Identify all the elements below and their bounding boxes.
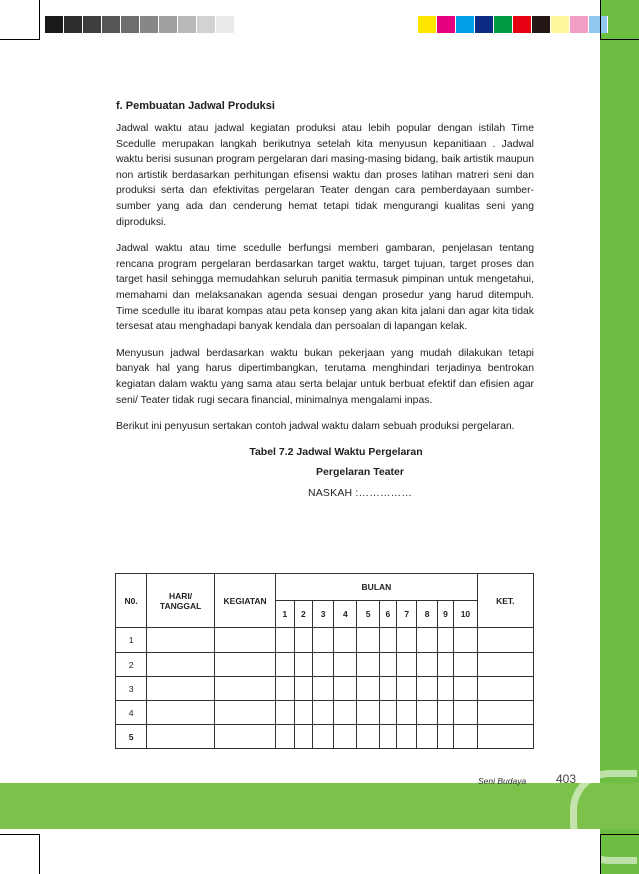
table-row <box>116 677 534 701</box>
paragraph: Berikut ini penyusun sertakan contoh jadwal waktu dalam sebuah produksi pergelaran. <box>116 421 515 433</box>
table-caption: Tabel 7.2 Jadwal Waktu Pergelaran <box>249 445 423 458</box>
header-kegiatan: KEGIATAN <box>215 574 276 628</box>
table-cell <box>313 653 334 677</box>
color-swatch <box>437 16 456 33</box>
table-cell <box>397 653 417 677</box>
table-cell <box>334 628 357 653</box>
month-header: 1 <box>276 601 294 628</box>
color-swatch <box>513 16 532 33</box>
crop-mark <box>39 834 40 874</box>
gray-swatch <box>159 16 178 33</box>
table-cell <box>417 653 437 677</box>
table-cell <box>294 725 312 749</box>
table-cell <box>147 701 215 725</box>
table-cell <box>397 628 417 653</box>
table-cell <box>437 677 453 701</box>
paragraph: Jadwal waktu atau jadwal kegiatan produksi atau lebih popular dengan istilah Time Scedulle merupakan langkah berikutnya setelah kita menyusun kepanitiaan . Jadwal waktu berisi susunan program pergelaran dari masing-masing bidang, baik artistik maupun non artistik berdasarkan perhitungan efisensi waktu dan proses latihan matreri seni dan produksi serta dan efektivitas pergelaran Teater dengan cara pemberdayaan sumber-sumber yang ada dan cenderung hemat tetapi tidak mengurangi kualitas seni yang diproduksi. <box>116 123 534 228</box>
gray-color-bar <box>45 16 235 33</box>
gray-swatch <box>45 16 64 33</box>
cmyk-color-bar <box>418 16 608 33</box>
table-cell <box>334 653 357 677</box>
table-row <box>116 628 534 653</box>
green-footer-band <box>0 783 639 829</box>
crop-mark <box>0 39 40 40</box>
header-hari-tanggal: HARI/ TANGGAL <box>147 574 215 628</box>
table-cell <box>454 725 477 749</box>
table-cell <box>397 677 417 701</box>
table-cell <box>294 701 312 725</box>
table-cell <box>437 628 453 653</box>
crop-mark <box>600 834 601 874</box>
month-header: 7 <box>397 601 417 628</box>
page-number: 403 <box>556 772 577 786</box>
color-swatch <box>532 16 551 33</box>
table-cell <box>477 653 533 677</box>
table-cell <box>397 701 417 725</box>
table-cell <box>357 653 379 677</box>
gray-swatch <box>140 16 159 33</box>
crop-mark <box>0 834 40 835</box>
table-cell <box>313 725 334 749</box>
row-number: 2 <box>116 653 147 677</box>
row-number: 3 <box>116 677 147 701</box>
table-cell <box>215 677 276 701</box>
crop-mark <box>39 0 40 40</box>
gray-swatch <box>216 16 235 33</box>
green-edge-strip <box>600 0 639 874</box>
month-header: 8 <box>417 601 437 628</box>
table-row <box>116 701 534 725</box>
table-cell <box>357 628 379 653</box>
month-header: 4 <box>334 601 357 628</box>
table-cell <box>437 725 453 749</box>
color-swatch <box>570 16 589 33</box>
row-number: 1 <box>116 628 147 653</box>
table-cell <box>313 628 334 653</box>
table-cell <box>477 628 533 653</box>
row-number: 4 <box>116 701 147 725</box>
header-ket: KET. <box>477 574 533 628</box>
table-cell <box>437 701 453 725</box>
table-cell <box>357 725 379 749</box>
schedule-table <box>115 573 534 749</box>
header-bulan: BULAN <box>276 574 477 601</box>
table-cell <box>477 677 533 701</box>
table-cell <box>379 677 396 701</box>
table-cell <box>417 628 437 653</box>
page-content <box>116 100 534 499</box>
crop-mark <box>600 0 601 40</box>
crop-mark <box>600 39 639 40</box>
month-header: 5 <box>357 601 379 628</box>
table-cell <box>379 701 396 725</box>
footer-subject: Seni Budaya <box>478 776 527 786</box>
table-cell <box>276 653 294 677</box>
decorative-curve <box>570 770 637 864</box>
table-cell <box>147 653 215 677</box>
table-cell <box>417 701 437 725</box>
gray-swatch <box>178 16 197 33</box>
table-cell <box>417 725 437 749</box>
table-cell <box>477 701 533 725</box>
gray-swatch <box>83 16 102 33</box>
paragraph: Jadwal waktu atau time scedulle berfungsi memberi gambaran, penjelasan tentang rencana program pergelaran berdasarkan target waktu, target tujuan, target proses dan target hasil sehingga memudahkan seluruh panitia termasuk pimpinan untuk mengetahui, memahami dan melaksanakan agenda sesuai dengan prosedur yang harud ditempuh. Time scedulle itu ibarat kompas atau peta konsep yang akan kita jalani dan agar kita tidak tersesat atau menghadapi banyak kendala dan persoalan di lapangan kelak. <box>116 243 534 333</box>
table-cell <box>215 701 276 725</box>
table-cell <box>357 701 379 725</box>
table-cell <box>147 677 215 701</box>
table-cell <box>454 701 477 725</box>
table-subtitle: Pergelaran Teater <box>316 465 404 478</box>
table-cell <box>313 677 334 701</box>
table-cell <box>215 628 276 653</box>
crop-mark <box>600 834 639 835</box>
month-header: 3 <box>313 601 334 628</box>
month-header: 2 <box>294 601 312 628</box>
row-number: 5 <box>116 725 147 749</box>
table-cell <box>477 725 533 749</box>
table-cell <box>397 725 417 749</box>
table-cell <box>454 677 477 701</box>
header-no: N0. <box>116 574 147 628</box>
color-swatch <box>494 16 513 33</box>
table-cell <box>215 725 276 749</box>
table-cell <box>379 628 396 653</box>
table-cell <box>437 653 453 677</box>
gray-swatch <box>64 16 83 33</box>
section-heading: f. Pembuatan Jadwal Produksi <box>116 100 275 112</box>
table-cell <box>334 701 357 725</box>
month-header: 9 <box>437 601 453 628</box>
table-cell <box>454 628 477 653</box>
table-cell <box>147 725 215 749</box>
table-cell <box>379 725 396 749</box>
table-row <box>116 725 534 749</box>
table-cell <box>379 653 396 677</box>
gray-swatch <box>121 16 140 33</box>
color-swatch <box>418 16 437 33</box>
table-cell <box>334 677 357 701</box>
table-cell <box>334 725 357 749</box>
month-header: 10 <box>454 601 477 628</box>
color-swatch <box>475 16 494 33</box>
color-swatch <box>551 16 570 33</box>
month-header: 6 <box>379 601 396 628</box>
naskah-label: NASKAH :…………… <box>307 486 413 499</box>
table-cell <box>454 653 477 677</box>
table-cell <box>276 677 294 701</box>
color-swatch <box>589 16 608 33</box>
gray-swatch <box>197 16 216 33</box>
table-cell <box>147 628 215 653</box>
table-cell <box>215 653 276 677</box>
table-cell <box>417 677 437 701</box>
table-cell <box>294 677 312 701</box>
gray-swatch <box>102 16 121 33</box>
table-cell <box>313 701 334 725</box>
color-swatch <box>456 16 475 33</box>
table-cell <box>276 701 294 725</box>
table-row <box>116 653 534 677</box>
table-cell <box>276 725 294 749</box>
table-cell <box>357 677 379 701</box>
paragraph: Menyusun jadwal berdasarkan waktu bukan pekerjaan yang mudah dilakukan tetapi banyak hal yang harus dipertimbangkan, terutama menghindari terjadinya bentrokan kegiatan dalam waktu yang sama atau serta belajar untuk berbuat efektif dan efisien agar seni/ Teater tidak rugi secara financial, minimalnya mengalami inpas. <box>116 347 534 406</box>
table-cell <box>276 628 294 653</box>
table-cell <box>294 628 312 653</box>
table-cell <box>294 653 312 677</box>
